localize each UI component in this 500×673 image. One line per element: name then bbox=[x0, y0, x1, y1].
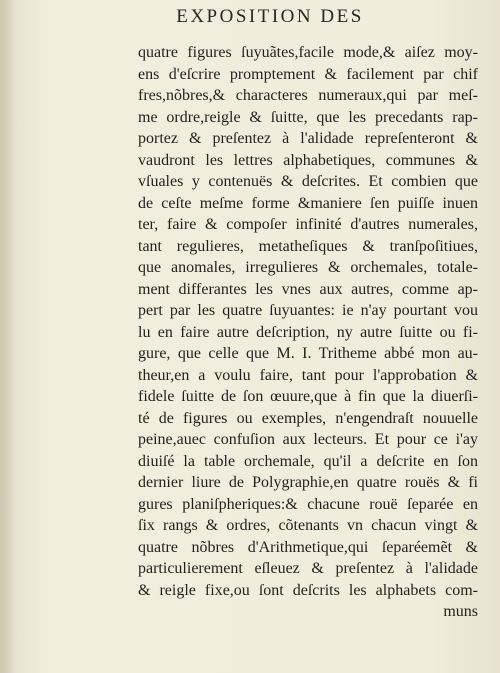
text-line: vſuales y contenuës & deſcrites. Et combien que bbox=[138, 173, 478, 190]
text-line: theur,en a voulu faire, tant pour l'approbation & bbox=[138, 366, 478, 384]
text-line: diuiſé la table orchemale, qu'il a deſcrite en ſon bbox=[138, 452, 478, 470]
text-line: particulierement eſleuez & preſentez à l'alidade bbox=[138, 560, 478, 577]
text-line: de ceſte meſme forme &maniere ſen puiſſe inuen bbox=[138, 194, 478, 212]
text-line: ſix rangs & ordres, cõtenants vn chacun vingt & bbox=[138, 517, 478, 534]
text-line: portez & preſentez à l'alidade repreſenteront & bbox=[138, 130, 478, 147]
text-line: ter, faire & compoſer infinité d'autres numerales, bbox=[138, 216, 478, 233]
text-line: lu en faire autre deſcription, ny autre ſuitte ou fi- bbox=[138, 323, 478, 341]
text-line: quatre figures ſuyuãtes,facile mode,& aiſez moy- bbox=[138, 44, 478, 61]
catchword: muns bbox=[443, 603, 478, 620]
text-line: vaudront les lettres alphabetiques, communes & bbox=[138, 151, 478, 169]
text-line: tant regulieres, metatheſiques & tranſpoſitiues, bbox=[138, 237, 478, 255]
text-line: dernier liure de Polygraphie,en quatre rouës & fi bbox=[138, 474, 478, 491]
page-gutter-shadow bbox=[0, 0, 14, 673]
text-line: gure, que celle que M. I. Tritheme abbé mon au- bbox=[138, 345, 478, 362]
text-line: quatre nõbres d'Arithmetique,qui ſeparéemẽt & bbox=[138, 538, 478, 556]
text-line: peine,auec confuſion aux lecteurs. Et pour ce i'ay bbox=[138, 431, 478, 448]
text-line: ment differantes les vnes aux autres, comme ap- bbox=[138, 280, 478, 298]
text-line: que anomales, irregulieres & orchemales, totale- bbox=[138, 259, 478, 276]
text-line: ens d'eſcrire promptement & facilement par chif bbox=[138, 65, 478, 83]
body-text bbox=[138, 42, 478, 623]
text-line: gures planiſpheriques:& chacune rouë ſeparée en bbox=[138, 495, 478, 513]
running-head: EXPOSITION DES bbox=[176, 6, 364, 27]
text-line: té de figures ou exemples, n'engendraſt nouuelle bbox=[138, 409, 478, 427]
text-line: fres,nõbres,& characteres numeraux,qui par meſ- bbox=[138, 87, 478, 104]
text-line: pert par les quatre ſuyuantes: ie n'ay pourtant vou bbox=[138, 302, 478, 319]
text-line: me ordre,reigle & ſuitte, que les precedants rap- bbox=[138, 108, 478, 126]
text-line: & reigle fixe,ou ſont deſcrits les alphabets com- bbox=[138, 581, 478, 599]
text-line: fidele ſuitte de ſon œuure,que à fin que la diuerſi- bbox=[138, 388, 478, 405]
